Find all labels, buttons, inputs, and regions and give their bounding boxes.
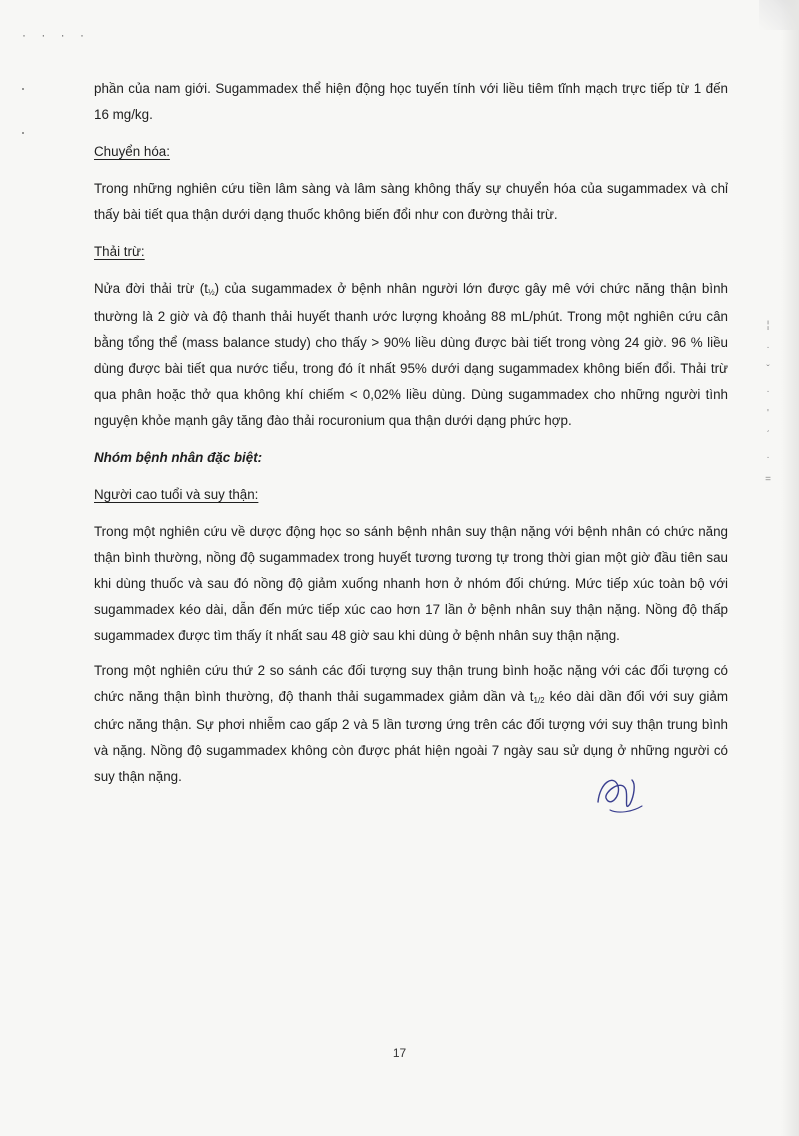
section-heading-elimination: Thải trừ:	[94, 244, 145, 259]
renal-paragraph-2: Trong một nghiên cứu thứ 2 so sánh các đối tượng suy thận trung bình hoặc nặng với các đối tượng có chức năng thận bình thường, độ thanh thải sugammadex giảm dần và $t_{1/2}$ kéo dài dần đối với suy giảm chức năng thận. Sự phơi nhiễm cao gấp 2 và 5 lần tương ứng trên các đối tượng với suy thận trung bình và nặng. Nồng độ sugammadex không còn được phát hiện ngoài 7 ngày sau sử dụng ở những người có suy thận nặng.	[94, 663, 728, 784]
scan-edge-shadow	[781, 0, 799, 1136]
scan-artifact-marks: · · · ·	[22, 28, 90, 42]
renal-paragraph-1: Trong một nghiên cứu về dược động học so sánh bệnh nhân suy thận nặng với bệnh nhân có chức năng thận bình thường, nồng độ sugammadex trong huyết tương tương tự trong thời gian một giờ đầu tiên sau khi dùng thuốc và sau đó nồng độ giảm xuống nhanh hơn ở nhóm đối chứng. Mức tiếp xúc toàn bộ với sugammadex kéo dài, dẫn đến mức tiếp xúc cao hơn 17 lần ở bệnh nhân suy thận nặng. Nồng độ thấp sugammadex được tìm thấy ít nhất sau 48 giờ sau khi dùng ở bệnh nhân suy thận nặng.	[94, 524, 728, 643]
intro-paragraph: phần của nam giới. Sugammadex thể hiện động học tuyến tính với liều tiêm tĩnh mạch trực tiếp từ 1 đến 16 mg/kg.	[94, 81, 728, 122]
elimination-paragraph: Nửa đời thải trừ $(t_{\frac{1}{2}})$ của sugammadex ở bệnh nhân người lớn được gây mê với chức năng thận bình thường là 2 giờ và độ thanh thải huyết thanh ước lượng khoảng 88 mL/phút. Trong một nghiên cứu cân bằng tổng thể (mass balance study) cho thấy > 90% liều dùng được bài tiết trong vòng 24 giờ. 96 % liều dùng được bài tiết qua nước tiểu, trong đó ít nhất 95% dưới dạng sugammadex không biến đổi. Thải trừ qua phân hoặc thở qua không khí chiếm < 0,02% liều dùng. Dùng sugammadex cho những người tình nguyện khỏe mạnh gây tăng đào thải rocuronium qua thận dưới dạng phức hợp.	[94, 281, 728, 428]
margin-marks: ¦ · ˇ · ' ˊ · =	[765, 320, 771, 485]
subsection-heading-elderly-renal: Người cao tuổi và suy thận:	[94, 487, 259, 502]
metabolism-paragraph: Trong những nghiên cứu tiền lâm sàng và lâm sàng không thấy sự chuyển hóa của sugammadex và chỉ thấy bài tiết qua thận dưới dạng thuốc không biến đổi như con đường thải trừ.	[94, 181, 728, 222]
section-heading-metabolism: Chuyển hóa:	[94, 144, 170, 159]
margin-dot	[22, 132, 24, 134]
page-number: 17	[392, 1046, 407, 1060]
margin-dot	[22, 88, 24, 90]
special-groups-heading: Nhóm bệnh nhân đặc biệt:	[94, 450, 263, 465]
document-body	[94, 76, 728, 790]
